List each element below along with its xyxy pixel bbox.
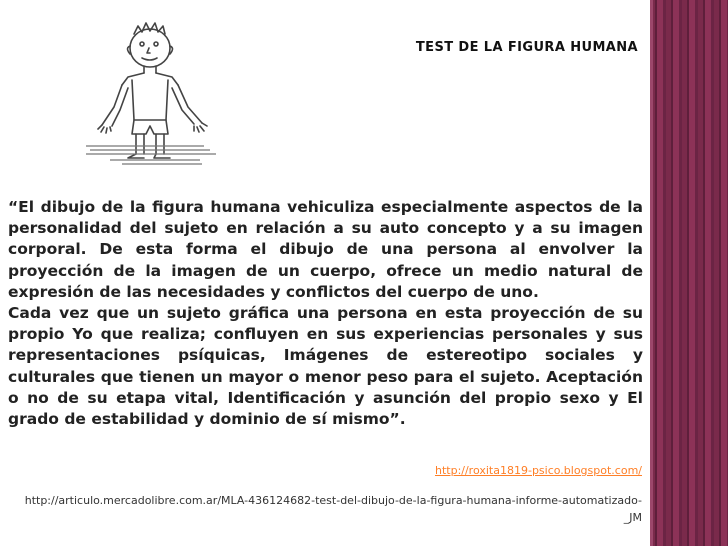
human-figure-drawing <box>86 8 286 168</box>
slide-title: TEST DE LA FIGURA HUMANA <box>415 40 638 55</box>
quote-text <box>8 197 643 430</box>
quote-paragraph-1: “El dibujo de la figura humana vehiculiza especialmente aspectos de la personalidad del sujeto en relación a su auto concepto y a su imagen corporal. De esta forma el dibujo de una persona al envolver la proyección de la imagen de un cuerpo, ofrece un medio natural de expresión de las necesidades y conflictos del cuerpo de uno. <box>8 198 643 301</box>
source-link-mercadolibre[interactable]: http://articulo.mercadolibre.com.ar/MLA-436124682-test-del-dibujo-de-la-figura-humana-informe-automatizado-_JM <box>24 494 642 524</box>
source-link-blog[interactable]: http://roxita1819-psico.blogspot.com/ <box>434 464 642 477</box>
decorative-side-bar <box>650 0 728 546</box>
quote-paragraph-2: Cada vez que un sujeto gráfica una persona en esta proyección de su propio Yo que realiza; confluyen en sus experiencias personales y sus representaciones psíquicas, Imágenes de estereotipo sociales y culturales que tienen un mayor o menor peso para el sujeto. Aceptación o no de su etapa vital, Identificación y asunción del propio sexo y El grado de estabilidad y dominio de sí mismo”. <box>8 304 643 429</box>
